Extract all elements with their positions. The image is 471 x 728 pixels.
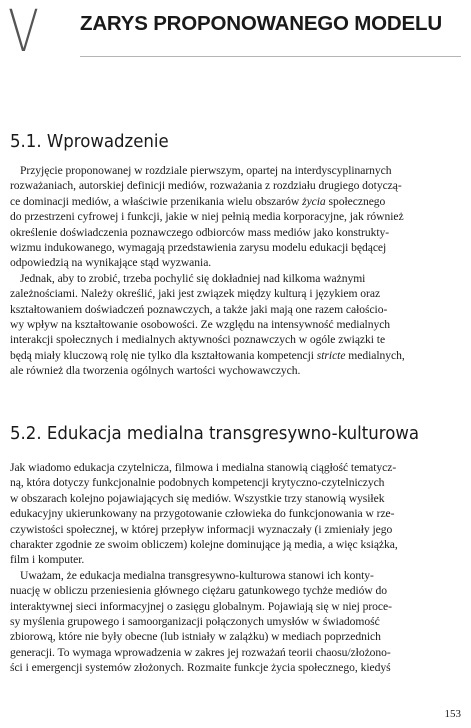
paragraph-line: Przyjęcie proponowanej w rozdziale pierwszym, opartej na interdyscyplinarnych [20,164,392,177]
paragraph-line: Uważam, że edukacja medialna transgresywno-kulturowa stanowi ich konty- [20,568,374,582]
paragraph-line: edukacyjny ukierunkowany na przygotowanie człowieka do funkcjonowania w rze- [10,507,395,521]
section-heading-5-1: 5.1. Wprowadzenie [10,131,169,152]
chapter-title: ZARYS PROPONOWANEGO MODELU [80,12,442,35]
paragraph-line: do przestrzeni cyfrowej i funkcji, jakie w niej pełnią media korporacyjne, jak również [10,210,404,224]
paragraph-line: ści i emergencji systemów złożonych. Rozmaite funkcje życia społecznego, kiedyś [10,661,391,675]
section-5-2-body [10,460,459,676]
paragraph-line: sy myślenia grupowego i samoorganizacji połączonych umysłów w świadomość [10,615,380,629]
paragraph-line: kształtowaniem doświadczeń poznawczych, a także jaki mają one razem całościo- [10,302,388,316]
paragraph-line: określenie doświadczenia poznawczego odbiorców mass mediów jako konstrukty- [10,225,390,239]
paragraph-line: Jednak, aby to zrobić, trzeba pochylić się dokładniej nad kilkoma ważnymi [20,271,366,285]
section-5-1-body [10,163,459,379]
paragraph-line: charakter zgodnie ze swoim obliczem) kolejne dominujące ją media, a więc książka, [10,538,398,552]
paragraph-line: w obszarach kolejno pojawiających się mediów. Wszystkie trzy stanowią wysiłek [10,491,385,505]
paragraph-line: interakcji społecznych i medialnych aktywności poznawczych w ogóle związki te [10,333,386,347]
page-number: 153 [444,708,461,720]
paragraph-line: rozważaniach, autorskiej definicji mediów, rozważania z rozdziału drugiego dotyczą- [10,179,402,193]
emphasized-term: stricte [316,348,346,362]
emphasized-term: życia [302,194,326,208]
paragraph-line: zbiorową, które nie były obecne (lub istniały w zalążku) w mediach poprzednich [10,630,381,644]
paragraph-line: generacji. To wymaga wprowadzenia w zakres jej rozważań teorii chaosu/złożono- [10,645,391,659]
paragraph-line: wizmu indukowanego, wymagają przedstawienia zarysu modelu edukacji będącej [10,241,387,255]
section-heading-5-2: 5.2. Edukacja medialna transgresywno-kulturowa [10,423,420,444]
paragraph-line: wy wpływ na kształtowanie osobowości. Ze względu na intensywność medialnych [10,318,391,332]
paragraph-line: czywistości społecznej, w której przepływ informacji wyznaczały (i zmieniały jego [10,522,393,536]
paragraph-line: ale również dla tworzenia ogólnych wartości wychowawczych. [10,364,301,378]
paragraph-line: interaktywnej sieci informacyjnej o zasięgu globalnym. Pojawiają się w niej proce- [10,599,392,613]
paragraph-line: zależnościami. Należy określić, jaki jest związek między kulturą i językiem oraz [10,287,381,301]
chapter-divider [80,56,461,57]
paragraph-line: nuację w obliczu przeniesienia głównego ciężaru gatunkowego tychże mediów do [10,584,388,598]
paragraph-line: ną, która dotyczy funkcjonalnie podobnych kompetencji krytyczno-czytelniczych [10,476,385,490]
chapter-numeral: V [8,0,39,65]
paragraph-line: odpowiedzią na wynikające stąd wyzwania. [10,256,212,270]
paragraph-line: będą miały kluczową rolę nie tylko dla kształtowania kompetencji stricte medialnych, [10,348,405,362]
paragraph-line: film i komputer. [10,553,85,567]
paragraph-line: ce dominacji mediów, a właściwie przenikania wielu obszarów życia społecznego [10,194,386,208]
paragraph-line: Jak wiadomo edukacja czytelnicza, filmowa i medialna stanowią ciągłość tematycz- [10,461,397,474]
